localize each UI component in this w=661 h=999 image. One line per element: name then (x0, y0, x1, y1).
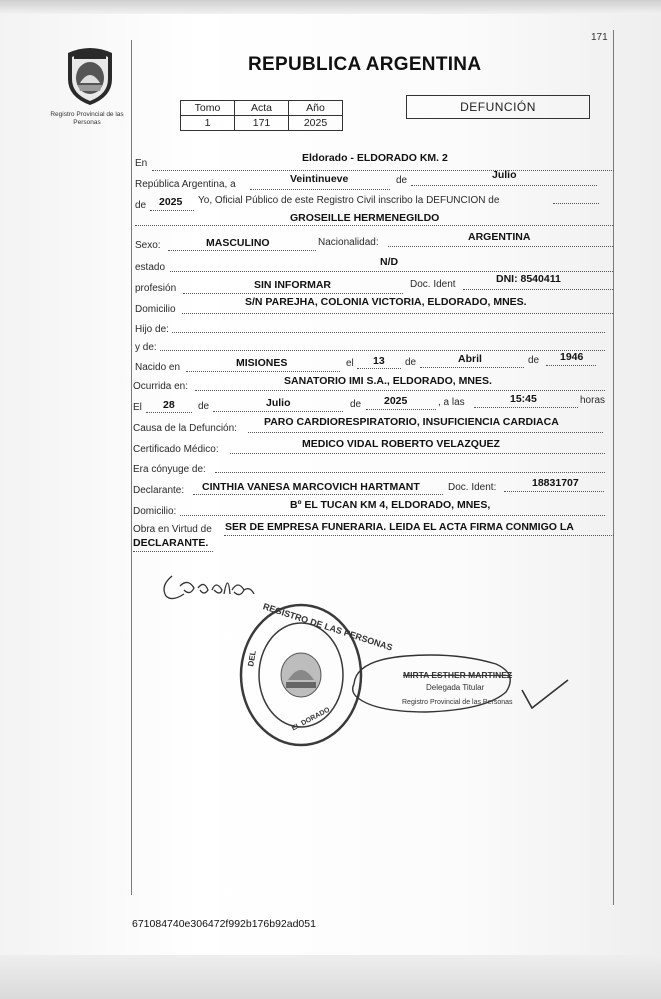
el2-label: El (133, 402, 142, 413)
def-dia-line (146, 412, 192, 413)
sexo-label: Sexo: (135, 240, 161, 251)
domicilio2-line (180, 515, 605, 516)
doc-ident-label: Doc. Ident (410, 279, 456, 290)
acta-value: 171 (235, 116, 289, 131)
anio-value: 2025 (289, 116, 343, 131)
page-title: REPUBLICA ARGENTINA (248, 54, 482, 75)
anio-line (150, 210, 194, 211)
page-bottom-edge (0, 955, 661, 999)
logo-caption: Registro Provincial de las Personas (50, 111, 124, 126)
estado-line (170, 271, 613, 272)
hora-line (474, 407, 578, 408)
de-label-1: de (396, 175, 408, 186)
oficial-line (553, 203, 599, 204)
document-hash: 671084740e306472f992b176b92ad051 (132, 918, 316, 930)
ocurrida-line (195, 390, 605, 391)
tomo-value: 1 (181, 116, 235, 131)
stamp-bottom-text: EL DORADO (290, 706, 332, 733)
domicilio-line (182, 313, 613, 314)
causa-line (248, 432, 603, 433)
declarante-line (193, 494, 443, 495)
stamp-ring-text: REGISTRO DE LAS PERSONAS (261, 601, 394, 653)
obra-line-2 (133, 551, 213, 552)
conyuge-label: Era cónyuge de: (133, 464, 206, 475)
def-mes-value: Julio (266, 397, 291, 409)
domicilio2-value: Bº EL TUCAN KM 4, ELDORADO, MNES, (290, 499, 491, 511)
anio-header: Año (289, 101, 343, 116)
obra-value-2: DECLARANTE. (133, 537, 209, 549)
el-label: el (346, 358, 354, 369)
en-line (152, 170, 614, 171)
causa-value: PARO CARDIORESPIRATORIO, INSUFICIENCIA CARDIACA (264, 416, 559, 428)
nombre-value: GROSEILLE HERMENEGILDO (290, 212, 440, 224)
coat-of-arms-icon (60, 45, 120, 107)
document-type-box: DEFUNCIÓN (406, 95, 590, 119)
profesion-label: profesión (135, 283, 177, 294)
def-dia-value: 28 (163, 399, 175, 411)
de-label-5: de (198, 401, 210, 412)
domicilio-label: Domicilio (135, 304, 176, 315)
def-anio-line (366, 409, 436, 410)
de-label-4: de (528, 355, 540, 366)
estado-value: N/D (380, 256, 399, 268)
nacionalidad-line (388, 246, 613, 247)
certificado-value: MEDICO VIDAL ROBERTO VELAZQUEZ (302, 438, 500, 450)
nac-anio-value: 1946 (560, 351, 584, 363)
hijo-line (172, 332, 605, 333)
de-label-6: de (350, 399, 362, 410)
nacionalidad-value: ARGENTINA (468, 231, 531, 243)
nacido-value: MISIONES (236, 357, 288, 369)
de-label-3: de (405, 357, 417, 368)
province-logo (60, 45, 120, 107)
mes-line (411, 185, 597, 186)
hijo-label: Hijo de: (135, 324, 169, 335)
profesion-line (183, 293, 403, 294)
nacionalidad-label: Nacionalidad: (318, 237, 379, 248)
stamp-left-text: DEL (246, 649, 258, 668)
de-label-2: de (135, 200, 147, 211)
page-top-edge (0, 0, 661, 14)
signature-office: Registro Provincial de las Personas (402, 699, 513, 706)
doc2-value: 18831707 (532, 477, 579, 489)
dia-value: Veintinueve (290, 173, 349, 185)
obra-value-1: SER DE EMPRESA FUNERARIA. LEIDA EL ACTA FIRMA CONMIGO LA (225, 521, 574, 533)
domicilio2-label: Domicilio: (133, 506, 177, 517)
en-value: Eldorado - ELDORADO KM. 2 (302, 152, 448, 164)
yde-label: y de: (135, 342, 157, 353)
nacido-line (186, 371, 340, 372)
causa-label: Causa de la Defunción: (133, 423, 237, 434)
doc-ident-value: DNI: 8540411 (496, 273, 561, 285)
hora-value: 15:45 (510, 393, 537, 405)
right-margin-line (613, 30, 614, 905)
domicilio-value: S/N PAREJHA, COLONIA VICTORIA, ELDORADO, MNES. (245, 296, 527, 308)
ocurrida-value: SANATORIO IMI S.A., ELDORADO, MNES. (284, 375, 492, 387)
nac-dia-line (357, 368, 401, 369)
sexo-value: MASCULINO (206, 237, 270, 249)
acta-header: Acta (235, 101, 289, 116)
en-label: En (135, 158, 148, 169)
doc2-label: Doc. Ident: (448, 482, 497, 493)
page-number: 171 (591, 32, 608, 43)
ocurrida-label: Ocurrida en: (133, 381, 189, 392)
signature-name: MIRTA ESTHER MARTINEZ (403, 670, 513, 680)
mes-value: Julio (492, 169, 517, 181)
nombre-line (135, 225, 613, 226)
obra-line-1 (224, 535, 614, 536)
nac-anio-line (546, 365, 596, 366)
left-margin-line (131, 40, 132, 895)
doc2-line (504, 491, 604, 492)
certificado-line (230, 453, 605, 454)
nac-mes-line (420, 367, 524, 368)
oficial-text: Yo, Oficial Público de este Registro Civil inscribo la DEFUNCION de (198, 195, 500, 206)
anio-value: 2025 (159, 196, 183, 208)
horas-label: horas (580, 395, 606, 406)
nac-dia-value: 13 (373, 355, 385, 367)
sexo-line (168, 250, 316, 251)
signature-role: Delegada Titular (426, 683, 485, 692)
republica-label: República Argentina, a (135, 179, 236, 190)
nacido-label: Nacido en (135, 362, 181, 373)
declarante-label: Declarante: (133, 485, 185, 496)
yde-line (160, 350, 605, 351)
certificado-label: Certificado Médico: (133, 444, 219, 455)
declarante-value: CINTHIA VANESA MARCOVICH HARTMANT (202, 481, 420, 493)
dia-line (250, 189, 390, 190)
def-anio-value: 2025 (384, 395, 408, 407)
estado-label: estado (135, 262, 166, 273)
profesion-value: SIN INFORMAR (254, 279, 331, 291)
doc-ident-line (463, 289, 613, 290)
alas-label: , a las (438, 397, 465, 408)
conyuge-line (215, 472, 605, 473)
def-mes-line (213, 411, 343, 412)
obra-label: Obra en Virtud de (133, 524, 212, 535)
tomo-header: Tomo (181, 101, 235, 116)
tomo-acta-anio-table (180, 100, 343, 131)
nac-mes-value: Abril (458, 353, 482, 365)
